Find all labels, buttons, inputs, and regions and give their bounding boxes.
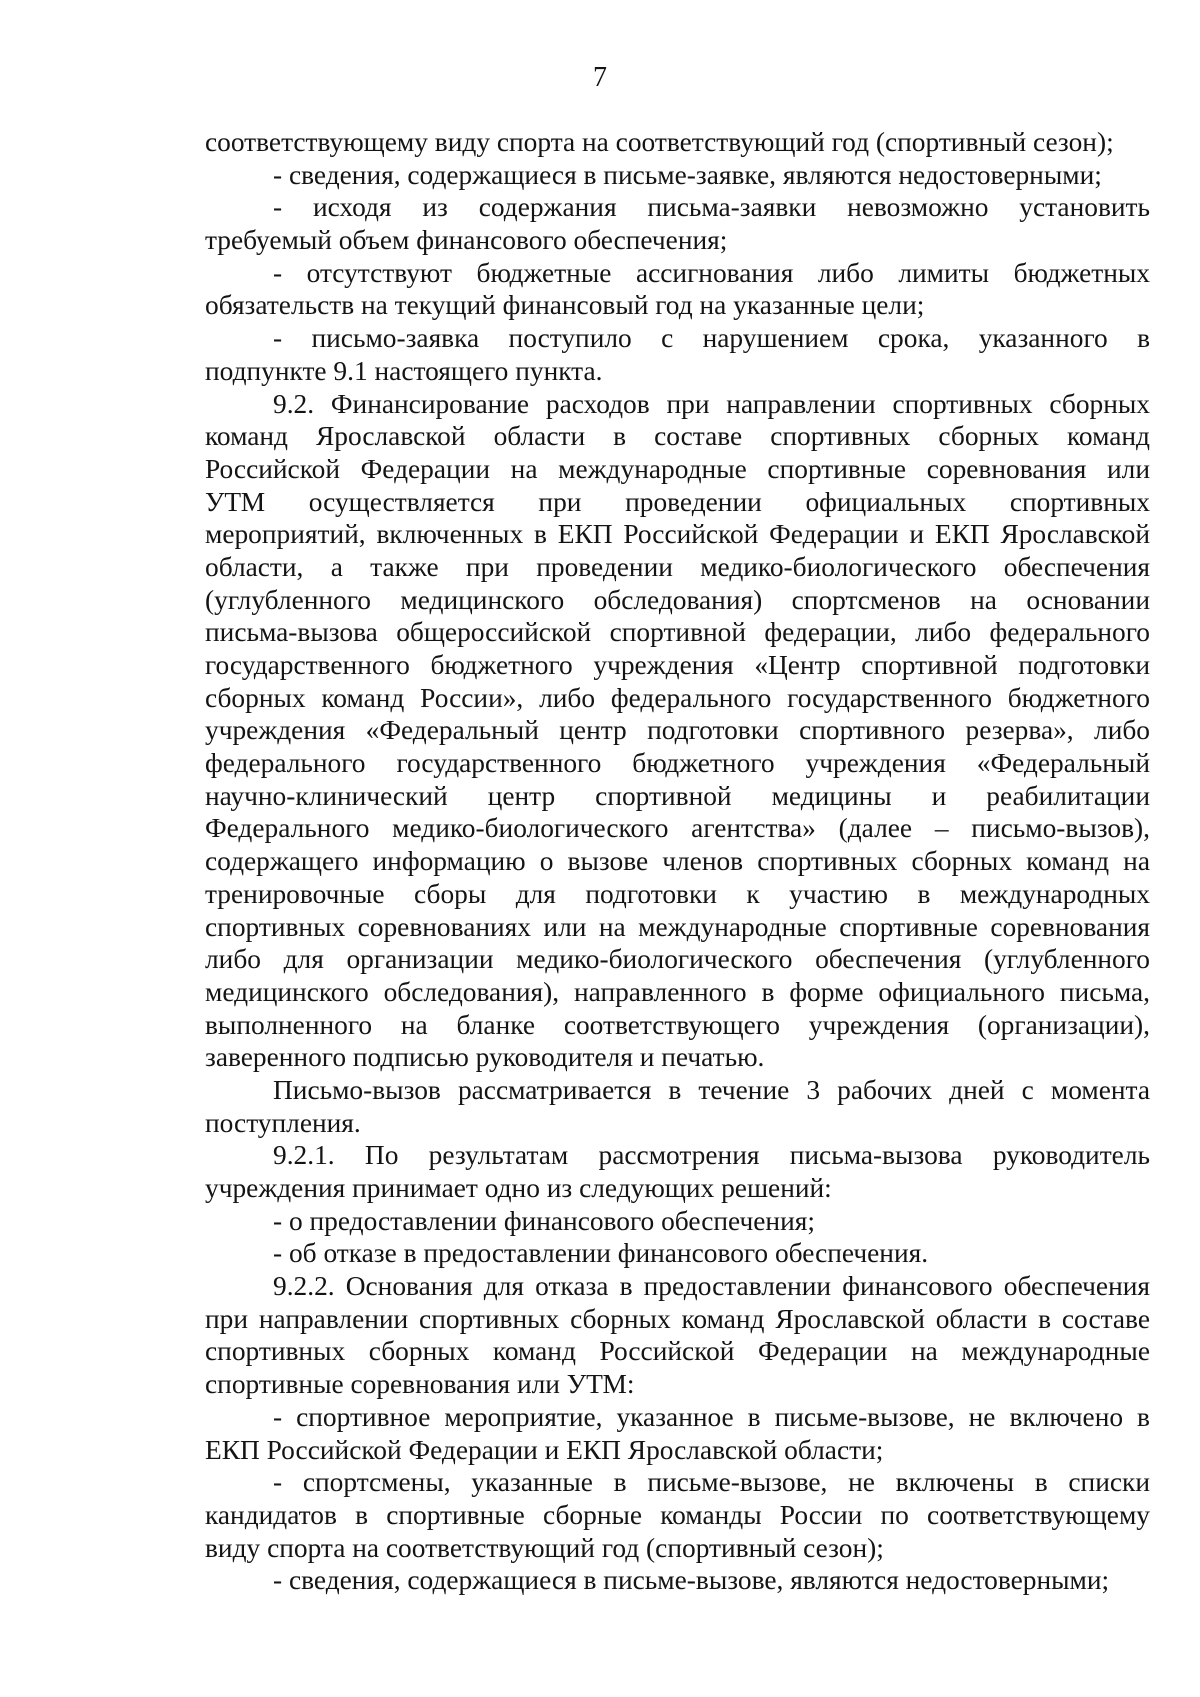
text-line: спортивных сборных команд Российской Федерации на международные [205, 1336, 1150, 1367]
text-line: заверенного подписью руководителя и печатью. [205, 1042, 765, 1073]
text-line: учреждения «Федеральный центр подготовки спортивного резерва», либо [205, 715, 1150, 746]
text-line: УТМ осуществляется при проведении официальных спортивных [205, 486, 1150, 517]
text-line: виду спорта на соответствующий год (спортивный сезон); [205, 1532, 884, 1563]
text-line: сборных команд России», либо федерального государственного бюджетного [205, 682, 1150, 713]
text-line: подпункте 9.1 настоящего пункта. [205, 355, 603, 386]
text-line: Федерального медико-биологического агентства» (далее – письмо-вызов), [205, 813, 1150, 844]
text-line: либо для организации медико-биологического обеспечения (углубленного [205, 944, 1150, 975]
text-line: обязательств на текущий финансовый год на указанные цели; [205, 290, 925, 321]
text-line: требуемый объем финансового обеспечения; [205, 225, 728, 256]
text-line: поступления. [205, 1107, 361, 1138]
text-line: Письмо-вызов рассматривается в течение 3 рабочих дней с момента [273, 1074, 1150, 1105]
text-line: кандидатов в спортивные сборные команды России по соответствующему [205, 1499, 1150, 1530]
text-line: 9.2. Финансирование расходов при направлении спортивных сборных [273, 388, 1150, 419]
text-line: спортивных соревнованиях или на международные спортивные соревнования [205, 911, 1150, 942]
text-line: государственного бюджетного учреждения «Центр спортивной подготовки [205, 650, 1150, 680]
text-line: области, а также при проведении медико-биологического обеспечения [205, 551, 1150, 582]
document-body [205, 126, 1150, 1597]
text-line: - об отказе в предоставлении финансового обеспечения. [273, 1238, 929, 1269]
text-line: содержащего информацию о вызове членов спортивных сборных команд на [205, 846, 1150, 877]
text-line: - сведения, содержащиеся в письме-вызове, являются недостоверными; [273, 1565, 1110, 1596]
text-line: 9.2.2. Основания для отказа в предоставлении финансового обеспечения [273, 1271, 1150, 1302]
text-line: - спортсмены, указанные в письме-вызове, не включены в списки [273, 1467, 1150, 1498]
text-line: 9.2.1. По результатам рассмотрения письма-вызова руководитель [273, 1140, 1150, 1171]
text-line: медицинского обследования), направленного в форме официального письма, [205, 976, 1150, 1007]
text-line: при направлении спортивных сборных команд Ярославской области в составе [205, 1303, 1150, 1334]
text-line: выполненного на бланке соответствующего учреждения (организации), [205, 1009, 1150, 1040]
text-line: - о предоставлении финансового обеспечения; [273, 1205, 815, 1236]
text-line: Российской Федерации на международные спортивные соревнования или [205, 453, 1150, 484]
page-number: 7 [593, 62, 607, 93]
text-line: - спортивное мероприятие, указанное в письме-вызове, не включено в [273, 1401, 1150, 1432]
text-line: письма-вызова общероссийской спортивной федерации, либо федерального [205, 617, 1150, 648]
text-line: спортивные соревнования или УТМ: [205, 1369, 635, 1400]
text-line: - письмо-заявка поступило с нарушением срока, указанного в [273, 323, 1150, 354]
text-line: команд Ярославской области в составе спортивных сборных команд [205, 421, 1150, 452]
text-line: учреждения принимает одно из следующих решений: [205, 1173, 832, 1203]
text-line: - сведения, содержащиеся в письме-заявке, являются недостоверными; [273, 159, 1102, 190]
text-line: - отсутствуют бюджетные ассигнования либо лимиты бюджетных [273, 257, 1150, 288]
text-line: федерального государственного бюджетного учреждения «Федеральный [205, 748, 1150, 779]
text-line: (углубленного медицинского обследования) спортсменов на основании [205, 584, 1150, 615]
text-line: мероприятий, включенных в ЕКП Российской Федерации и ЕКП Ярославской [205, 519, 1150, 550]
text-line: тренировочные сборы для подготовки к участию в международных [205, 878, 1150, 909]
text-line: научно-клинический центр спортивной медицины и реабилитации [205, 780, 1150, 811]
text-line: ЕКП Российской Федерации и ЕКП Ярославской области; [205, 1434, 884, 1465]
text-line: - исходя из содержания письма-заявки невозможно установить [273, 192, 1150, 223]
text-line: соответствующему виду спорта на соответствующий год (спортивный сезон); [205, 127, 1114, 157]
